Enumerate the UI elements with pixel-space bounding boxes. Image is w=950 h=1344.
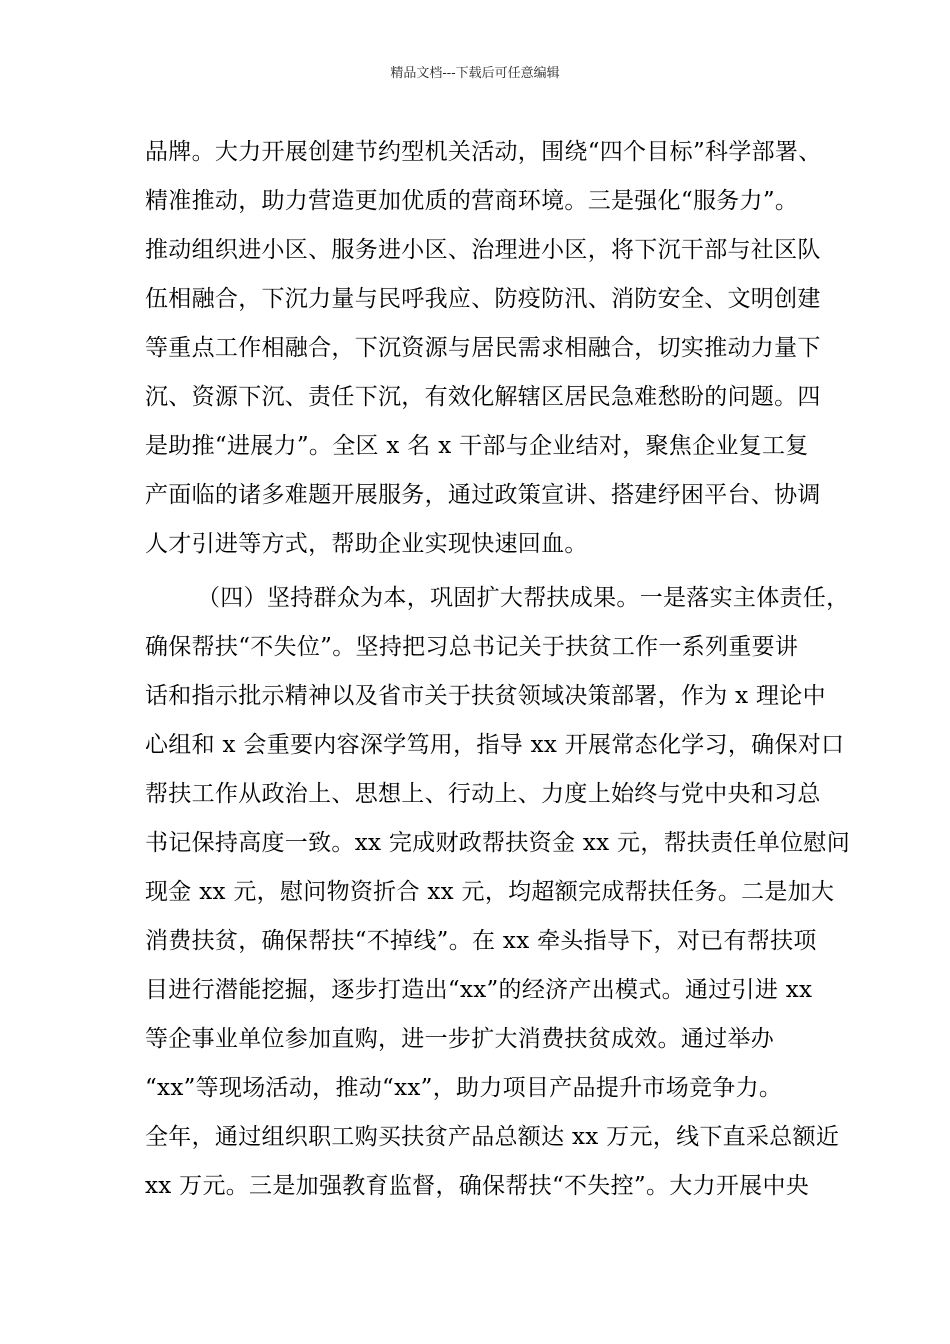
body-line: 是助推“进展力”。全区 x 名 x 干部与企业结对，聚焦企业复工复 [145,433,809,459]
body-line: 心组和 x 会重要内容深学笃用，指导 xx 开展常态化学习，确保对口 [145,732,845,758]
body-line: xx 万元。三是加强教育监督，确保帮扶“不失控”。大力开展中央 [145,1173,810,1199]
section-heading-line: （四）坚持群众为本，巩固扩大帮扶成果。一是落实主体责任， [197,585,850,611]
body-line: 全年，通过组织职工购买扶贫产品总额达 xx 万元，线下直采总额近 [145,1124,840,1150]
body-line: 精准推动，助力营造更加优质的营商环境。三是强化“服务力”。 [145,188,799,214]
body-line: “xx”等现场活动，推动“xx”，助力项目产品提升市场竞争力。 [145,1075,783,1101]
body-line: 产面临的诸多难题开展服务，通过政策宣讲、搭建纾困平台、协调 [145,482,821,508]
body-line: 人才引进等方式，帮助企业实现快速回血。 [145,531,588,557]
body-line: 等企事业单位参加直购，进一步扩大消费扶贫成效。通过举办 [145,1026,775,1052]
page-header: 精品文档---下载后可任意编辑 [390,66,560,81]
body-line: 话和指示批示精神以及省市关于扶贫领域决策部署，作为 x 理论中 [145,683,826,709]
body-line: 目进行潜能挖掘，逐步打造出“xx”的经济产出模式。通过引进 xx [145,977,813,1003]
body-line: 等重点工作相融合，下沉资源与居民需求相融合，切实推动力量下 [145,335,821,361]
body-line: 确保帮扶“不失位”。坚持把习总书记关于扶贫工作一系列重要讲 [145,634,799,660]
body-line: 推动组织进小区、服务进小区、治理进小区，将下沉干部与社区队 [145,237,821,263]
body-line: 品牌。大力开展创建节约型机关活动，围绕“四个目标”科学部署、 [145,139,822,165]
body-line: 沉、资源下沉、责任下沉，有效化解辖区居民急难愁盼的问题。四 [145,384,821,410]
body-line: 帮扶工作从政治上、思想上、行动上、力度上始终与党中央和习总 [145,781,821,807]
body-line: 现金 xx 元，慰问物资折合 xx 元，均超额完成帮扶任务。二是加大 [145,879,835,905]
body-line: 消费扶贫，确保帮扶“不掉线”。在 xx 牵头指导下，对已有帮扶项 [145,928,817,954]
body-line: 书记保持高度一致。xx 完成财政帮扶资金 xx 元，帮扶责任单位慰问 [145,830,851,856]
body-line: 伍相融合，下沉力量与民呼我应、防疫防汛、消防安全、文明创建 [145,286,821,312]
